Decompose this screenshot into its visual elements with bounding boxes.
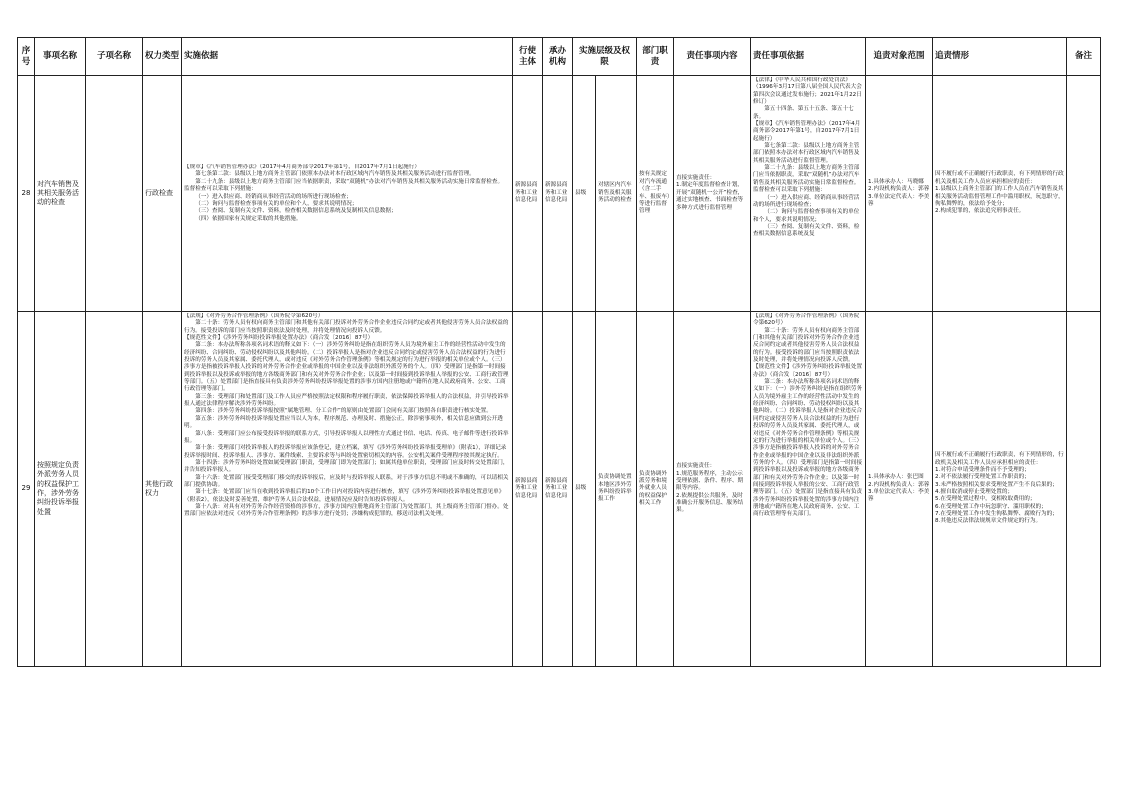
basis-line: （三）查阅、复制有关文件、资料，检查相关数据信息系统及复制相关信息数据； xyxy=(195,208,397,215)
basis-line: 第七条第二款：县级以上地方商务主管部门依照本办法对本行政区域内汽车销售及其相关服务活动进行监督管理。 xyxy=(195,171,475,178)
basis-line: 【规章】《汽车销售管理办法》（2017年4月商务部令2017年第1号，自2017年7月1日起施行） xyxy=(184,164,420,171)
basis-line: 第十八条：对具有对外劳务合作经营资格的涉事方，涉事方国内注册地商务主管部门为处置部门，其上级商务主管部门督办。处置部门应依法对违反《对外劳务合作管理条例》的涉事方进行处罚；涉嫌构成犯罪的，移送司法机关处理。 xyxy=(184,503,509,518)
basis-line: 监督检查可以采取下列措施： xyxy=(184,186,257,193)
row-situation: 因不履行或不正确履行行政职责，有下列情形的，行政机关及相关工作人员应承担相应的责任： 1.对符合申请受理条件而不予受理的； 2.对不依法履行受理处置工作职责的； 3.未严格按照相关要求受理处置产生不良后果的； 4.擅自取消或停止受理处置的； 5.在受理处置过程中，变相收取费用的； 6.在受理处置工作中玩忽职守、滥用职权的； 7.在受理处置工作中发生徇私舞弊、腐败行为的； 8.其他违反法律法规规章文件规定的行为。 xyxy=(933,312,1067,667)
row-remark xyxy=(1067,76,1101,312)
row-subject: 新源县商务和工业信息化局 xyxy=(513,76,543,312)
row-resp-basis xyxy=(751,76,866,312)
basis-line: 第十六条：处置部门接受受理部门移交的投诉举报后，应及时与投诉举报人联系，对于涉事方信息不明或不准确的，可以请相关部门提供协助。 xyxy=(184,474,509,488)
row-subitem xyxy=(86,312,143,667)
resp-basis-line: 第七条第二款：县级以上地方商务主管部门依照本办法对本行政区域内汽车销售及其相关服务活动进行监督管理。 xyxy=(753,143,860,164)
header-scope: 追责对象范围 xyxy=(866,38,933,76)
row-power-type: 其他行政权力 xyxy=(143,312,182,667)
header-resp-basis: 责任事项依据 xyxy=(751,38,866,76)
row-subject: 新源县商务和工业信息化局 xyxy=(513,312,543,667)
basis-line: 第十七条：处置部门应当在收到投诉举报后的10个工作日内对投诉内容进行核查，填写《涉外劳务纠纷投诉举报处置意见单》（附表2），依法及时妥善处置，维护劳务人员合法权益，进展情况应及时告知投诉举报人。 xyxy=(184,489,505,503)
row-item: 对汽车销售及其相关服务活动的检查 xyxy=(35,76,86,312)
row-seq: 28 xyxy=(18,76,35,312)
basis-line: 【法规】《对外劳务合作管理条例》（国务院令第620号） xyxy=(184,313,324,319)
row-basis xyxy=(182,76,513,312)
row-power-type: 行政检查 xyxy=(143,76,182,312)
header-power-type: 权力类型 xyxy=(143,38,182,76)
table-row xyxy=(18,312,1101,667)
header-resp-content: 责任事项内容 xyxy=(674,38,751,76)
row-basis xyxy=(182,312,513,667)
resp-basis-line: 【法律】《中华人民共和国行政处罚法》（1996年3月17日第八届全国人民代表大会第四次会议通过发布施行；2021年1月22日修订） xyxy=(753,77,862,106)
resp-basis-line: 第五十四条、第五十五条、第五十七条。 xyxy=(753,106,854,120)
row-scope-right: 对辖区内汽车销售及相关服务活动的检查 xyxy=(596,76,637,312)
basis-line: （二）询问与监督检查事项有关的单位和个人，要求其说明情况； xyxy=(195,200,358,207)
resp-basis-line: 监督检查可以采取下列措施： xyxy=(753,187,826,194)
power-list-table xyxy=(17,37,1101,667)
header-seq: 序号 xyxy=(18,38,35,76)
resp-basis-line: 第二十九条：县级以上地方商务主管部门应当依据职责，采取“双随机”办法对汽车销售及其相关服务活动实施日常监督检查。 xyxy=(753,165,860,186)
basis-line: 第二条：本办法所称各项名词术语的释义如下：（一）涉外劳务纠纷是指在组织劳务人员为境外雇主工作的经营性活动中发生的经济纠纷、合同纠纷、劳动侵权纠纷以及其他纠纷。（二）投诉举报人是指对企业违反合同约定或侵害劳务人员合法权益的行为进行投诉的劳务人员及其家属、委托代理人，或对违反《对外劳务合作管理条例》等相关规定的行为进行举报的相关单位或个人。（三）涉事方是指被投诉举报人投诉的对外劳务合作企业或举报的中国企业以及非法组织外派劳务的个人。（四）受理部门是指第一时间接到投诉举报以及投诉或举报的地方各级商务部门和有关对外劳务合作企业；以及第一时间接到投诉举报人举报的公安、工商行政管理等部门。（五）处置部门是指直接具有负责涉外劳务纠纷投诉举报处置的涉事方国内注册地或户籍所在地人民政府商务、公安、工商行政管理等部门。 xyxy=(184,342,509,393)
header-subitem: 子项名称 xyxy=(86,38,143,76)
row-resp-content: 直接实施责任： 1.规范服务程序，主动公示受理依据、条件、程序、期限等内容。 2.依规提供公共服务，及时准确公开服务信息、服务结果。 xyxy=(674,312,751,667)
basis-line: 第十四条：涉外劳务纠纷处置如属受理部门职责，受理部门即为处置部门；如属其他单位职责，受理部门应及时转交处置部门，并告知投诉举报人。 xyxy=(184,459,509,474)
header-situation: 追责情形 xyxy=(933,38,1067,76)
basis-line: （一）进入供应商、经销商从事经营活动的场所进行现场检查； xyxy=(195,193,352,200)
basis-line: （四）依据国家有关规定采取的其他措施。 xyxy=(195,215,302,222)
row-scope: 1.具体承办人：马晓娜 2.内设机构负责人：郭蓉 3.单位法定代表人：李美蓉 xyxy=(866,76,933,312)
resp-basis-line: 【规章】《汽车销售管理办法》（2017年4月商务部令2017年第1号，自2017年7月1日起施行） xyxy=(753,121,861,142)
resp-basis-line: （三）查阅、复制有关文件、资料，检查相关数据信息系统及复 xyxy=(753,223,860,238)
basis-line: 第十条：受理部门对投诉举报人的投诉举报应该条登记，建立档案，填写《涉外劳务纠纷投诉举报受理单》（附表1），详细记录投诉举报时间、投诉举报人、涉事方、案件线索、主要诉求等与纠纷处置密切相关的内容。公安机关案件受理程序按其规定执行。 xyxy=(184,445,507,459)
basis-line: 第二十条：劳务人员有权向商务主管部门和其他有关部门投诉对外劳务合作企业违反合同约定或者其他侵害劳务人员合法权益的行为。接受投诉的部门应当按照职责依法及时处理，并将处理情况向投诉人反馈。 xyxy=(184,320,509,334)
resp-basis-line: （一）进入供应商、经销商从事经营活动的场所进行现场检查； xyxy=(753,194,860,208)
row-situation: 因不履行或不正确履行行政职责，有下列情形的行政机关及相关工作人员应承担相应的责任： 1.县级以上商务主管部门的工作人员在汽车销售及其相关服务活动监督管理工作中滥用职权，玩忽职守，徇私舞弊的，依法给予处分； 2.构成犯罪的，依法追究刑事责任。 xyxy=(933,76,1067,312)
header-item: 事项名称 xyxy=(35,38,86,76)
basis-line: 第五条：涉外劳务纠纷投诉举报处置应当以人为本，程序规范、办理及时、措施公正，除涉密事项外，相关信息应做到公开透明。 xyxy=(184,415,503,430)
resp-basis-line: 第二十条：劳务人员有权向商务主管部门和其他有关部门投诉对外劳务合作企业违反合同约定或者其他侵害劳务人员合法权益的行为。接受投诉的部门应当按照职责依法及时处理，并将处理情况向投诉人反馈。 xyxy=(753,327,860,364)
row-subitem xyxy=(86,76,143,312)
basis-line: 第三条：受理部门和处置部门及工作人员应严格按照法定权限和程序履行职责，依法保障投诉举报人的合法权益，并引导投诉举报人通过法律程序解决涉外劳务纠纷。 xyxy=(184,393,509,408)
header-org: 承办机构 xyxy=(543,38,573,76)
basis-line: 第八条：受理部门应公布接受投诉举报的联系方式，引导投诉举报人以理性方式通过书信、电话、传真、电子邮件等进行投诉举报。 xyxy=(184,430,509,444)
row-item: 按照规定负责外派劳务人员的权益保护工作，涉外劳务纠纷投诉举报处置 xyxy=(35,312,86,667)
table-row xyxy=(18,76,1101,312)
header-row xyxy=(18,38,1101,76)
basis-line: 【规范性文件】《涉外劳务纠纷投诉举报处置办法》（商合发〔2016〕87号） xyxy=(184,335,374,342)
row-dept-duty: 负责协调外派劳务和境外就业人员的权益保护相关工作 xyxy=(637,312,674,667)
header-subject: 行使主体 xyxy=(513,38,543,76)
header-basis: 实施依据 xyxy=(182,38,513,76)
row-org: 新源县商务和工业信息化局 xyxy=(543,76,573,312)
resp-basis-line: （二）询问与监督检查事项有关的单位和个人，要求其说明情况； xyxy=(753,209,860,223)
row-scope-right: 负责协调处置本地区涉外劳务纠纷投诉举报工作 xyxy=(596,312,637,667)
resp-basis-line: 【规范性文件】《涉外劳务纠纷投诉举报处置办法》（商合发〔2016〕87号） xyxy=(753,364,863,378)
header-remark: 备注 xyxy=(1067,38,1101,76)
basis-line: 第四条：涉外劳务纠纷投诉举报按照“属地管理、分工合作”的原则由处置部门会同有关部门按照各自职责进行核实处置。 xyxy=(195,408,492,415)
row-org: 新源县商务和工业信息化局 xyxy=(543,312,573,667)
header-dept-duty: 部门职责 xyxy=(637,38,674,76)
row-level: 县级 xyxy=(573,76,596,312)
row-resp-content: 直接实施责任： 1.制定年度监督检查计划，开展“双随机一公开”检查，通过实地核查、书面检查等多种方式进行监督管理 xyxy=(674,76,751,312)
basis-line: 第二十九条：县级以上地方商务主管部门应当依据职责，采取“双随机”办法对汽车销售及其相关服务活动实施日常监督检查。 xyxy=(195,178,504,185)
row-dept-duty: 按有关规定对汽车流通（含二手车、报废车）等进行监督管理 xyxy=(637,76,674,312)
row-remark xyxy=(1067,312,1101,667)
resp-basis-line: 【法规】《对外劳务合作管理条例》（国务院令第620号） xyxy=(753,313,860,327)
row-seq: 29 xyxy=(18,312,35,667)
resp-basis-line: 第二条：本办法所称各项名词术语的释义如下：（一）涉外劳务纠纷是指在组织劳务人员为境外雇主工作的经营性活动中发生的经济纠纷、合同纠纷、劳动侵权纠纷以及其他纠纷。（二）投诉举报人是指对企业违反合同约定或侵害劳务人员合法权益的行为进行投诉的劳务人员及其家属、委托代理人，或对违反《对外劳务合作管理条例》等相关规定的行为进行举报的相关单位或个人。（三）涉事方是指被投诉举报人投诉的对外劳务合作企业或举报的中国企业以及非法组织外派劳务的个人。（四）受理部门是指第一时间接到投诉举报以及投诉或举报的地方各级商务部门和有关对外劳务合作企业；以及第一时间接到投诉举报人举报的公安、工商行政管理等部门。（五）处置部门是指直接具有负责涉外劳务纠纷投诉举报处置的涉事方国内注册地或户籍所在地人民政府商务、公安、工商行政管理等有关部门。 xyxy=(753,379,863,518)
row-resp-basis xyxy=(751,312,866,667)
header-level: 实施层级及权限 xyxy=(573,38,637,76)
row-scope: 1.具体承办人：张巴图 2.内设机构负责人：郭蓉 3.单位法定代表人：李美蓉 xyxy=(866,312,933,667)
row-level: 县级 xyxy=(573,312,596,667)
